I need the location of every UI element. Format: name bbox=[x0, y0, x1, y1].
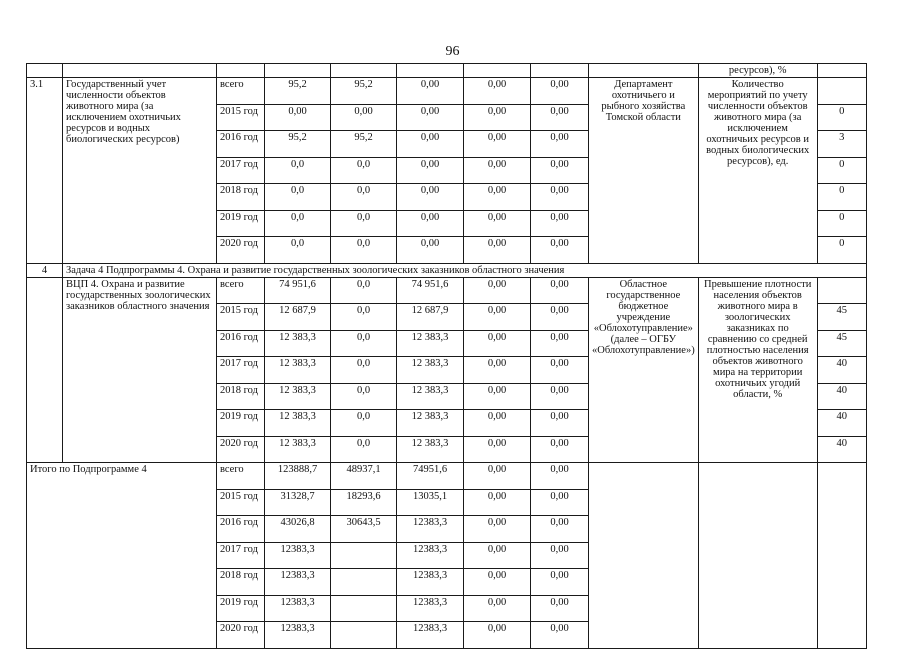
value-cell: 95,2 bbox=[331, 131, 397, 158]
value-cell: 0,00 bbox=[464, 131, 531, 158]
value-cell: 0,00 bbox=[531, 210, 589, 237]
value-cell: 0,00 bbox=[265, 104, 331, 131]
year-cell: 2015 год bbox=[217, 104, 265, 131]
empty-executor-cell bbox=[589, 463, 699, 649]
indicator-cell: Количество мероприятий по учету численности объектов животного мира (за исключением охотничьих ресурсов и водных биологических ресурсов), ед. bbox=[698, 78, 817, 264]
value-cell: 0,0 bbox=[331, 184, 397, 211]
value-cell: 0,00 bbox=[531, 410, 589, 437]
value-cell: 0,0 bbox=[331, 277, 397, 304]
year-cell: 2017 год bbox=[217, 357, 265, 384]
indicator-value: 40 bbox=[817, 357, 866, 384]
value-cell: 0,00 bbox=[464, 436, 531, 463]
program-table bbox=[26, 63, 867, 649]
value-cell: 74951,6 bbox=[397, 463, 464, 490]
table-cell bbox=[464, 64, 531, 78]
year-cell: 2016 год bbox=[217, 330, 265, 357]
year-cell: 2015 год bbox=[217, 489, 265, 516]
value-cell: 12 383,3 bbox=[265, 410, 331, 437]
indicator-cell: Превышение плотности населения объектов животного мира в зоологических заказниках по сравнению со средней плотностью населения объектов животного мира на территории охотничьих угодий области, % bbox=[698, 277, 817, 463]
total-label: Итого по Подпрограмме 4 bbox=[27, 463, 217, 649]
value-cell: 30643,5 bbox=[331, 516, 397, 543]
value-cell: 74 951,6 bbox=[265, 277, 331, 304]
task-title: Задача 4 Подпрограммы 4. Охрана и развитие государственных зоологических заказников областного значения bbox=[63, 263, 867, 277]
value-cell: 0,00 bbox=[464, 622, 531, 649]
value-cell: 0,00 bbox=[531, 436, 589, 463]
value-cell: 95,2 bbox=[265, 131, 331, 158]
value-cell: 0,00 bbox=[531, 569, 589, 596]
value-cell: 0,0 bbox=[265, 157, 331, 184]
value-cell: 0,0 bbox=[331, 237, 397, 264]
empty-indicator-cell bbox=[698, 463, 817, 649]
value-cell: 0,00 bbox=[397, 184, 464, 211]
table-cell bbox=[589, 64, 699, 78]
task-number: 4 bbox=[27, 263, 63, 277]
section-3-1-row bbox=[27, 78, 867, 105]
year-cell: всего bbox=[217, 78, 265, 105]
table-cell bbox=[397, 64, 464, 78]
value-cell: 0,0 bbox=[265, 184, 331, 211]
indicator-value: 0 bbox=[817, 104, 866, 131]
value-cell: 0,00 bbox=[531, 184, 589, 211]
value-cell: 123888,7 bbox=[265, 463, 331, 490]
indicator-value: 0 bbox=[817, 210, 866, 237]
table-cell bbox=[63, 64, 217, 78]
table-cell bbox=[531, 64, 589, 78]
value-cell: 12 383,3 bbox=[397, 410, 464, 437]
value-cell: 12 383,3 bbox=[397, 383, 464, 410]
value-cell: 0,0 bbox=[331, 357, 397, 384]
year-cell: 2020 год bbox=[217, 237, 265, 264]
value-cell: 74 951,6 bbox=[397, 277, 464, 304]
value-cell: 0,00 bbox=[464, 184, 531, 211]
value-cell: 12383,3 bbox=[265, 542, 331, 569]
value-cell bbox=[331, 542, 397, 569]
table-cell bbox=[817, 64, 866, 78]
value-cell: 12 383,3 bbox=[265, 330, 331, 357]
value-cell: 0,00 bbox=[464, 410, 531, 437]
value-cell: 0,00 bbox=[531, 237, 589, 264]
measure-name: ВЦП 4. Охрана и развитие государственных зоологических заказников областного значения bbox=[63, 277, 217, 463]
value-cell bbox=[331, 622, 397, 649]
executor-cell: Областное государственное бюджетное учреждение «Облохотуправление» (далее – ОГБУ «Облохотуправление») bbox=[589, 277, 699, 463]
indicator-value: 40 bbox=[817, 410, 866, 437]
value-cell: 31328,7 bbox=[265, 489, 331, 516]
indicator-value: 45 bbox=[817, 304, 866, 331]
value-cell: 12 687,9 bbox=[397, 304, 464, 331]
indicator-value: 3 bbox=[817, 131, 866, 158]
page-number: 96 bbox=[445, 44, 460, 59]
measure-name: Государственный учет численности объектов животного мира (за исключением охотничьих ресурсов и водных биологических ресурсов) bbox=[63, 78, 217, 264]
value-cell: 0,00 bbox=[397, 131, 464, 158]
value-cell: 0,00 bbox=[464, 489, 531, 516]
value-cell: 0,00 bbox=[464, 78, 531, 105]
indicator-value: 40 bbox=[817, 436, 866, 463]
table-cell bbox=[331, 64, 397, 78]
indicator-value: 45 bbox=[817, 330, 866, 357]
year-cell: 2019 год bbox=[217, 595, 265, 622]
year-cell: 2018 год bbox=[217, 569, 265, 596]
value-cell: 0,00 bbox=[464, 330, 531, 357]
value-cell: 12 383,3 bbox=[397, 330, 464, 357]
value-cell: 0,00 bbox=[464, 463, 531, 490]
year-cell: всего bbox=[217, 463, 265, 490]
year-cell: 2019 год bbox=[217, 410, 265, 437]
indicator-value: 0 bbox=[817, 237, 866, 264]
row-number: 3.1 bbox=[27, 78, 63, 264]
value-cell: 0,00 bbox=[397, 237, 464, 264]
value-cell: 0,00 bbox=[531, 277, 589, 304]
year-cell: 2016 год bbox=[217, 516, 265, 543]
value-cell: 0,0 bbox=[331, 210, 397, 237]
value-cell: 12383,3 bbox=[265, 569, 331, 596]
value-cell: 12383,3 bbox=[397, 516, 464, 543]
value-cell: 0,00 bbox=[531, 595, 589, 622]
value-cell: 0,00 bbox=[397, 210, 464, 237]
value-cell: 0,00 bbox=[531, 489, 589, 516]
value-cell: 0,00 bbox=[331, 104, 397, 131]
value-cell: 0,00 bbox=[531, 78, 589, 105]
value-cell: 12 383,3 bbox=[397, 357, 464, 384]
value-cell: 0,0 bbox=[331, 383, 397, 410]
table-body bbox=[27, 64, 867, 649]
vcp-4-row bbox=[27, 277, 867, 304]
value-cell: 0,0 bbox=[331, 330, 397, 357]
value-cell: 43026,8 bbox=[265, 516, 331, 543]
value-cell: 95,2 bbox=[265, 78, 331, 105]
value-cell: 13035,1 bbox=[397, 489, 464, 516]
value-cell: 12 383,3 bbox=[265, 357, 331, 384]
table-cell bbox=[27, 64, 63, 78]
value-cell: 12383,3 bbox=[397, 595, 464, 622]
value-cell: 0,00 bbox=[531, 516, 589, 543]
value-cell: 12 687,9 bbox=[265, 304, 331, 331]
value-cell bbox=[331, 595, 397, 622]
executor-cell: Департамент охотничьего и рыбного хозяйства Томской области bbox=[589, 78, 699, 264]
value-cell: 0,00 bbox=[464, 210, 531, 237]
continuation-row bbox=[27, 64, 867, 78]
value-cell: 0,00 bbox=[397, 157, 464, 184]
value-cell: 0,0 bbox=[331, 304, 397, 331]
year-cell: всего bbox=[217, 277, 265, 304]
value-cell: 0,00 bbox=[531, 131, 589, 158]
value-cell: 0,00 bbox=[464, 304, 531, 331]
value-cell: 0,00 bbox=[464, 595, 531, 622]
table-cell bbox=[217, 64, 265, 78]
value-cell: 0,00 bbox=[531, 330, 589, 357]
year-cell: 2020 год bbox=[217, 622, 265, 649]
value-cell: 12383,3 bbox=[397, 622, 464, 649]
value-cell: 12 383,3 bbox=[397, 436, 464, 463]
value-cell: 0,00 bbox=[397, 78, 464, 105]
year-cell: 2017 год bbox=[217, 542, 265, 569]
value-cell: 48937,1 bbox=[331, 463, 397, 490]
indicator-value: 0 bbox=[817, 184, 866, 211]
value-cell: 0,00 bbox=[531, 357, 589, 384]
empty-value-cell bbox=[817, 463, 866, 649]
value-cell: 0,0 bbox=[331, 436, 397, 463]
year-cell: 2017 год bbox=[217, 157, 265, 184]
value-cell: 0,00 bbox=[531, 157, 589, 184]
year-cell: 2018 год bbox=[217, 383, 265, 410]
year-cell: 2018 год bbox=[217, 184, 265, 211]
value-cell: 12383,3 bbox=[397, 569, 464, 596]
value-cell: 0,00 bbox=[464, 357, 531, 384]
year-cell: 2019 год bbox=[217, 210, 265, 237]
year-cell: 2020 год bbox=[217, 436, 265, 463]
value-cell: 95,2 bbox=[331, 78, 397, 105]
empty-number-cell bbox=[27, 277, 63, 463]
value-cell: 0,00 bbox=[531, 383, 589, 410]
indicator-value: 40 bbox=[817, 383, 866, 410]
value-cell: 0,00 bbox=[464, 104, 531, 131]
value-cell: 0,00 bbox=[464, 383, 531, 410]
value-cell: 0,0 bbox=[331, 410, 397, 437]
value-cell: 18293,6 bbox=[331, 489, 397, 516]
indicator-value bbox=[817, 78, 866, 105]
total-4-row bbox=[27, 463, 867, 490]
value-cell: 0,00 bbox=[464, 516, 531, 543]
indicator-tail: ресурсов), % bbox=[698, 64, 817, 78]
value-cell: 0,00 bbox=[531, 304, 589, 331]
value-cell: 0,00 bbox=[531, 463, 589, 490]
value-cell bbox=[331, 569, 397, 596]
value-cell: 0,00 bbox=[531, 104, 589, 131]
indicator-value: 0 bbox=[817, 157, 866, 184]
value-cell: 12 383,3 bbox=[265, 383, 331, 410]
value-cell: 0,00 bbox=[464, 542, 531, 569]
value-cell: 0,0 bbox=[265, 237, 331, 264]
value-cell: 0,0 bbox=[331, 157, 397, 184]
value-cell: 12383,3 bbox=[265, 622, 331, 649]
value-cell: 0,00 bbox=[397, 104, 464, 131]
value-cell: 12383,3 bbox=[397, 542, 464, 569]
year-cell: 2015 год bbox=[217, 304, 265, 331]
task-row bbox=[27, 263, 867, 277]
value-cell: 12 383,3 bbox=[265, 436, 331, 463]
value-cell: 0,00 bbox=[464, 157, 531, 184]
indicator-value bbox=[817, 277, 866, 304]
table-cell bbox=[265, 64, 331, 78]
value-cell: 0,00 bbox=[531, 622, 589, 649]
value-cell: 0,00 bbox=[464, 277, 531, 304]
year-cell: 2016 год bbox=[217, 131, 265, 158]
value-cell: 0,0 bbox=[265, 210, 331, 237]
value-cell: 12383,3 bbox=[265, 595, 331, 622]
value-cell: 0,00 bbox=[464, 237, 531, 264]
value-cell: 0,00 bbox=[531, 542, 589, 569]
value-cell: 0,00 bbox=[464, 569, 531, 596]
